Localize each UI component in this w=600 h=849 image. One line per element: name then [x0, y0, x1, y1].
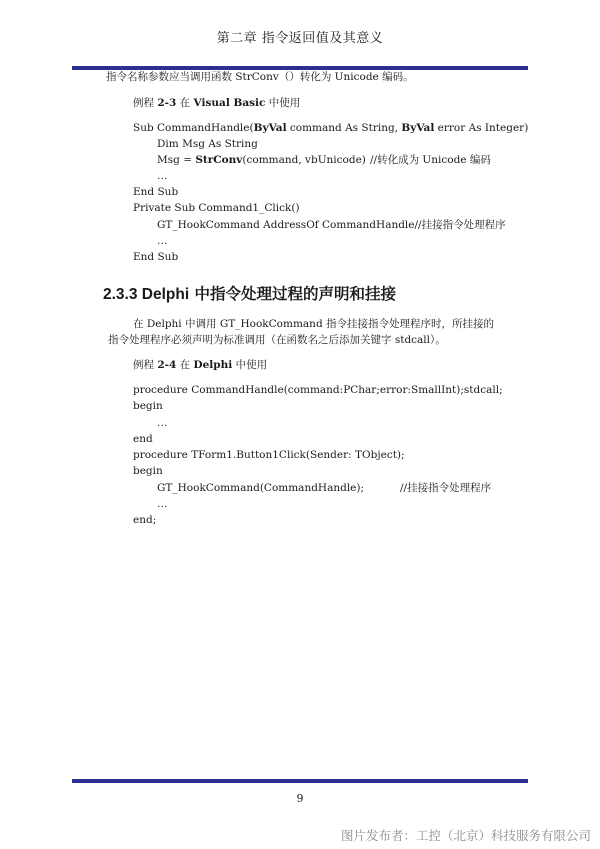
code-text: Msg = [157, 154, 196, 166]
code-line [133, 122, 528, 135]
code-line: end [133, 433, 153, 445]
code-line: … [157, 170, 168, 182]
code-line: GT_HookCommand AddressOf CommandHandle//挂接指令处理程序 [157, 219, 506, 231]
code-line: begin [133, 400, 163, 412]
section-heading [103, 282, 396, 304]
code-keyword: StrConv [195, 154, 243, 166]
header-rule [72, 66, 528, 70]
label-middle: 在 [176, 97, 194, 109]
label-number: 2-4 [157, 359, 177, 371]
label-prefix: 例程 [133, 97, 158, 109]
section-number: 2.3.3 Delphi [103, 286, 190, 303]
code-line: begin [133, 465, 163, 477]
label-suffix: 中使用 [232, 359, 268, 371]
label-middle: 在 [176, 359, 194, 371]
section-title: 中指令处理过程的声明和挂接 [189, 284, 397, 303]
code-line: procedure CommandHandle(command:PChar;error:SmallInt);stdcall; [133, 384, 503, 396]
example-vb-label [133, 97, 300, 110]
code-text: error As Integer) [434, 122, 529, 134]
label-lang: Visual Basic [193, 97, 266, 109]
footer-rule [72, 779, 528, 783]
intro-line: 指令名称参数应当调用函数 StrConv（）转化为 Unicode 编码。 [106, 71, 414, 83]
label-prefix: 例程 [133, 359, 158, 371]
code-comment: //转化成为 Unicode 编码 [370, 154, 491, 166]
code-text: (command, vbUnicode) [242, 154, 366, 166]
code-line: … [157, 498, 168, 510]
example-delphi-label [133, 359, 267, 372]
paragraph-line: 指令处理程序必须声明为标准调用（在函数名之后添加关键字 stdcall）。 [108, 334, 446, 346]
code-line: GT_HookCommand(CommandHandle); [157, 482, 365, 494]
code-line: … [157, 235, 168, 247]
page-header: 第二章 指令返回值及其意义 [216, 31, 384, 46]
label-number: 2-3 [157, 97, 177, 109]
publisher-watermark: 图片发布者：工控（北京）科技服务有限公司 [340, 828, 591, 843]
code-line: procedure TForm1.Button1Click(Sender: TObject); [133, 449, 405, 461]
code-line [157, 154, 366, 167]
code-line: Dim Msg As String [157, 138, 258, 150]
code-line: … [157, 417, 168, 429]
label-lang: Delphi [193, 359, 233, 371]
paragraph-line: 在 Delphi 中调用 GT_HookCommand 指令挂接指令处理程序时，所挂接的 [133, 318, 494, 330]
page-number: 9 [296, 792, 304, 805]
code-line: End Sub [133, 251, 179, 263]
code-comment: //挂接指令处理程序 [400, 482, 492, 494]
code-keyword: ByVal [253, 122, 287, 134]
code-keyword: ByVal [401, 122, 435, 134]
code-text: command As String, [286, 122, 402, 134]
code-text: Sub CommandHandle( [133, 122, 254, 134]
label-suffix: 中使用 [265, 97, 301, 109]
code-line: End Sub [133, 186, 179, 198]
code-line: Private Sub Command1_Click() [133, 202, 300, 214]
code-line: end; [133, 514, 157, 526]
